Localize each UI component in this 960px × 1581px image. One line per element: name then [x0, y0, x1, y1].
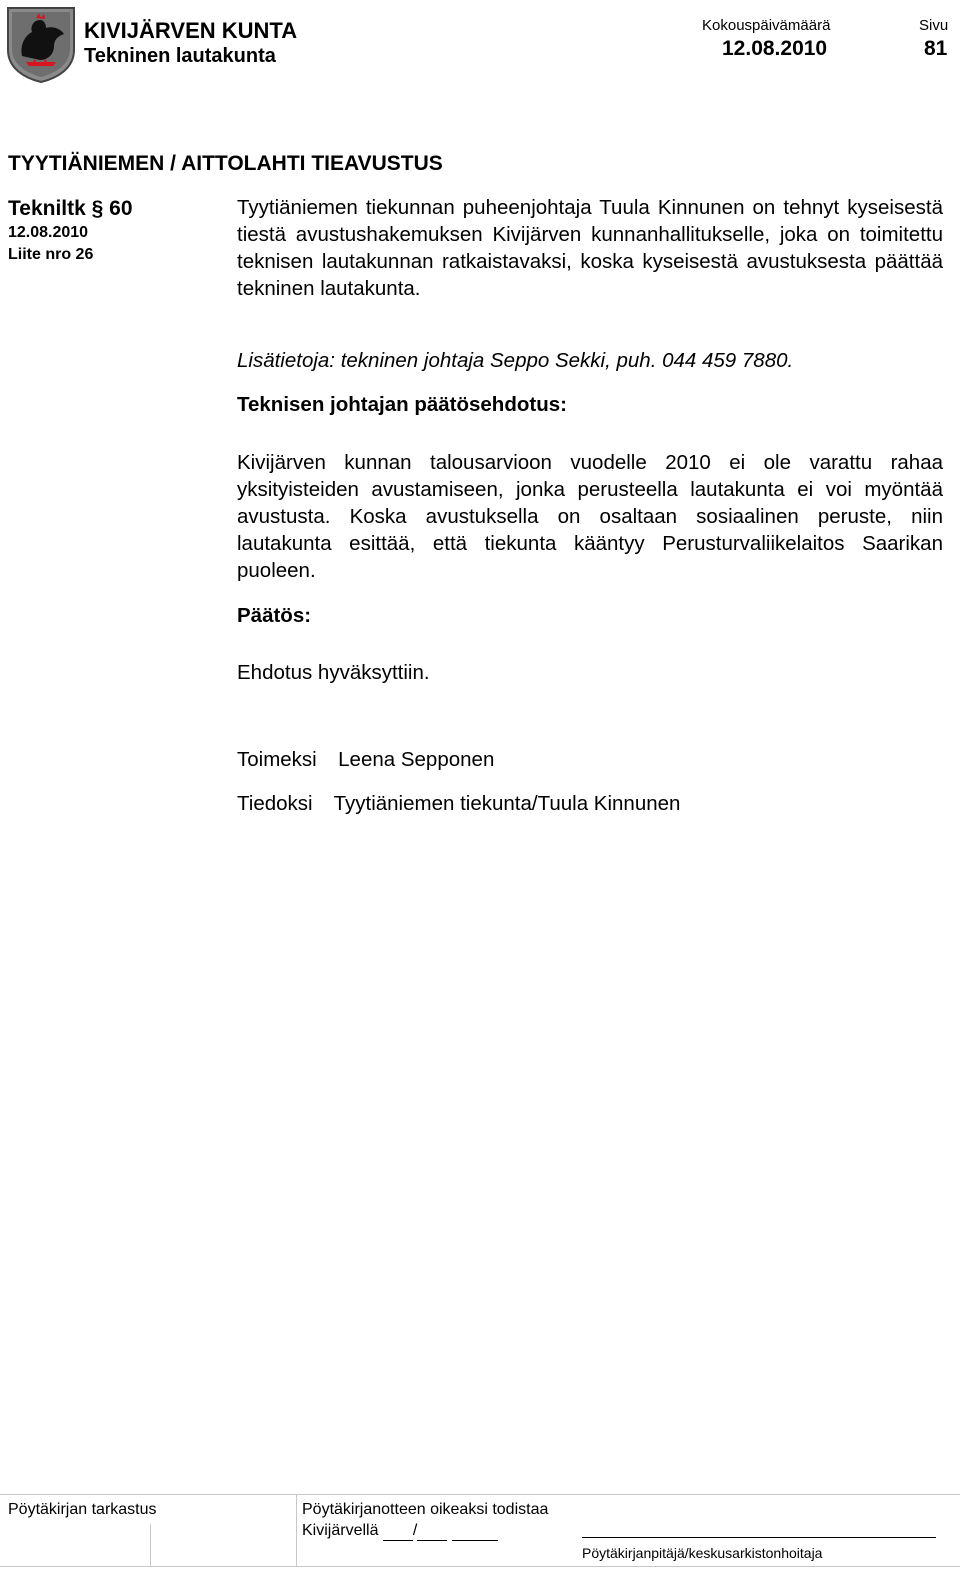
contact-info: Lisätietoja: tekninen johtaja Seppo Sekki, puh. 044 459 7880.	[237, 349, 794, 372]
date-separator: /	[412, 1522, 418, 1539]
day-blank	[383, 1526, 413, 1541]
page-title: TYYTIÄNIEMEN / AITTOLAHTI TIEAVUSTUS	[8, 152, 443, 175]
footer-place-row	[302, 1521, 498, 1541]
year-blank	[452, 1526, 498, 1541]
footer-bottom-line	[0, 1566, 960, 1567]
footer-certify-label: Pöytäkirjanotteen oikeaksi todistaa	[302, 1501, 549, 1518]
meeting-date: 12.08.2010	[722, 37, 828, 60]
footer-place-label: Kivijärvellä	[302, 1522, 379, 1539]
signature-line	[582, 1537, 936, 1538]
footer-review-label: Pöytäkirjan tarkastus	[8, 1501, 157, 1518]
decision-heading: Päätös:	[237, 604, 312, 627]
footer-vertical-divider-1	[150, 1524, 151, 1566]
section-sidebar	[8, 196, 218, 266]
footer-signer-label: Pöytäkirjanpitäjä/keskusarkistonhoitaja	[582, 1545, 823, 1561]
paragraph-application: Tyytiäniemen tiekunnan puheenjohtaja Tuula Kinnunen on tehnyt kyseisestä tiestä avustushakemuksen Kivijärven kunnanhallitukselle, joka on toimitettu teknisen lautakunnan ratkaistavaksi, koska kyseisestä avustuksesta päättää tekninen lautakunta.	[237, 196, 943, 300]
proposal-heading: Teknisen johtajan päätösehdotus:	[237, 393, 567, 416]
footer-divider	[0, 1494, 960, 1495]
meeting-date-label: Kokouspäivämäärä	[702, 17, 831, 34]
page-label: Sivu	[919, 17, 949, 34]
action-value: Leena Sepponen	[338, 748, 495, 771]
org-name: KIVIJÄRVEN KUNTA	[84, 18, 298, 43]
info-label: Tiedoksi	[237, 792, 313, 815]
section-date: 12.08.2010	[8, 224, 89, 241]
month-blank	[417, 1526, 447, 1541]
section-number: Tekniltk § 60	[8, 197, 133, 220]
info-value: Tyytiäniemen tiekunta/Tuula Kinnunen	[333, 792, 681, 815]
info-row	[237, 790, 943, 817]
page-number: 81	[924, 37, 948, 60]
attachment-number: Liite nro 26	[8, 246, 94, 263]
paragraph-proposal: Kivijärven kunnan talousarvioon vuodelle 2010 ei ole varattu rahaa yksityisteiden avustamiseen, jonka perusteella lautakunta ei voi myöntää avustusta. Koska avustuksella on osaltaan sosiaalinen peruste, niin lautakunta esittää, että tiekunta kääntyy Perusturvaliikelaitos Saarikan puoleen.	[237, 451, 943, 582]
decision-text: Ehdotus hyväksyttiin.	[237, 661, 430, 684]
action-row	[237, 746, 943, 773]
municipality-crest-icon	[6, 6, 76, 84]
footer-vertical-divider-2	[296, 1494, 297, 1566]
org-subtitle: Tekninen lautakunta	[84, 45, 276, 67]
action-label: Toimeksi	[237, 748, 317, 771]
